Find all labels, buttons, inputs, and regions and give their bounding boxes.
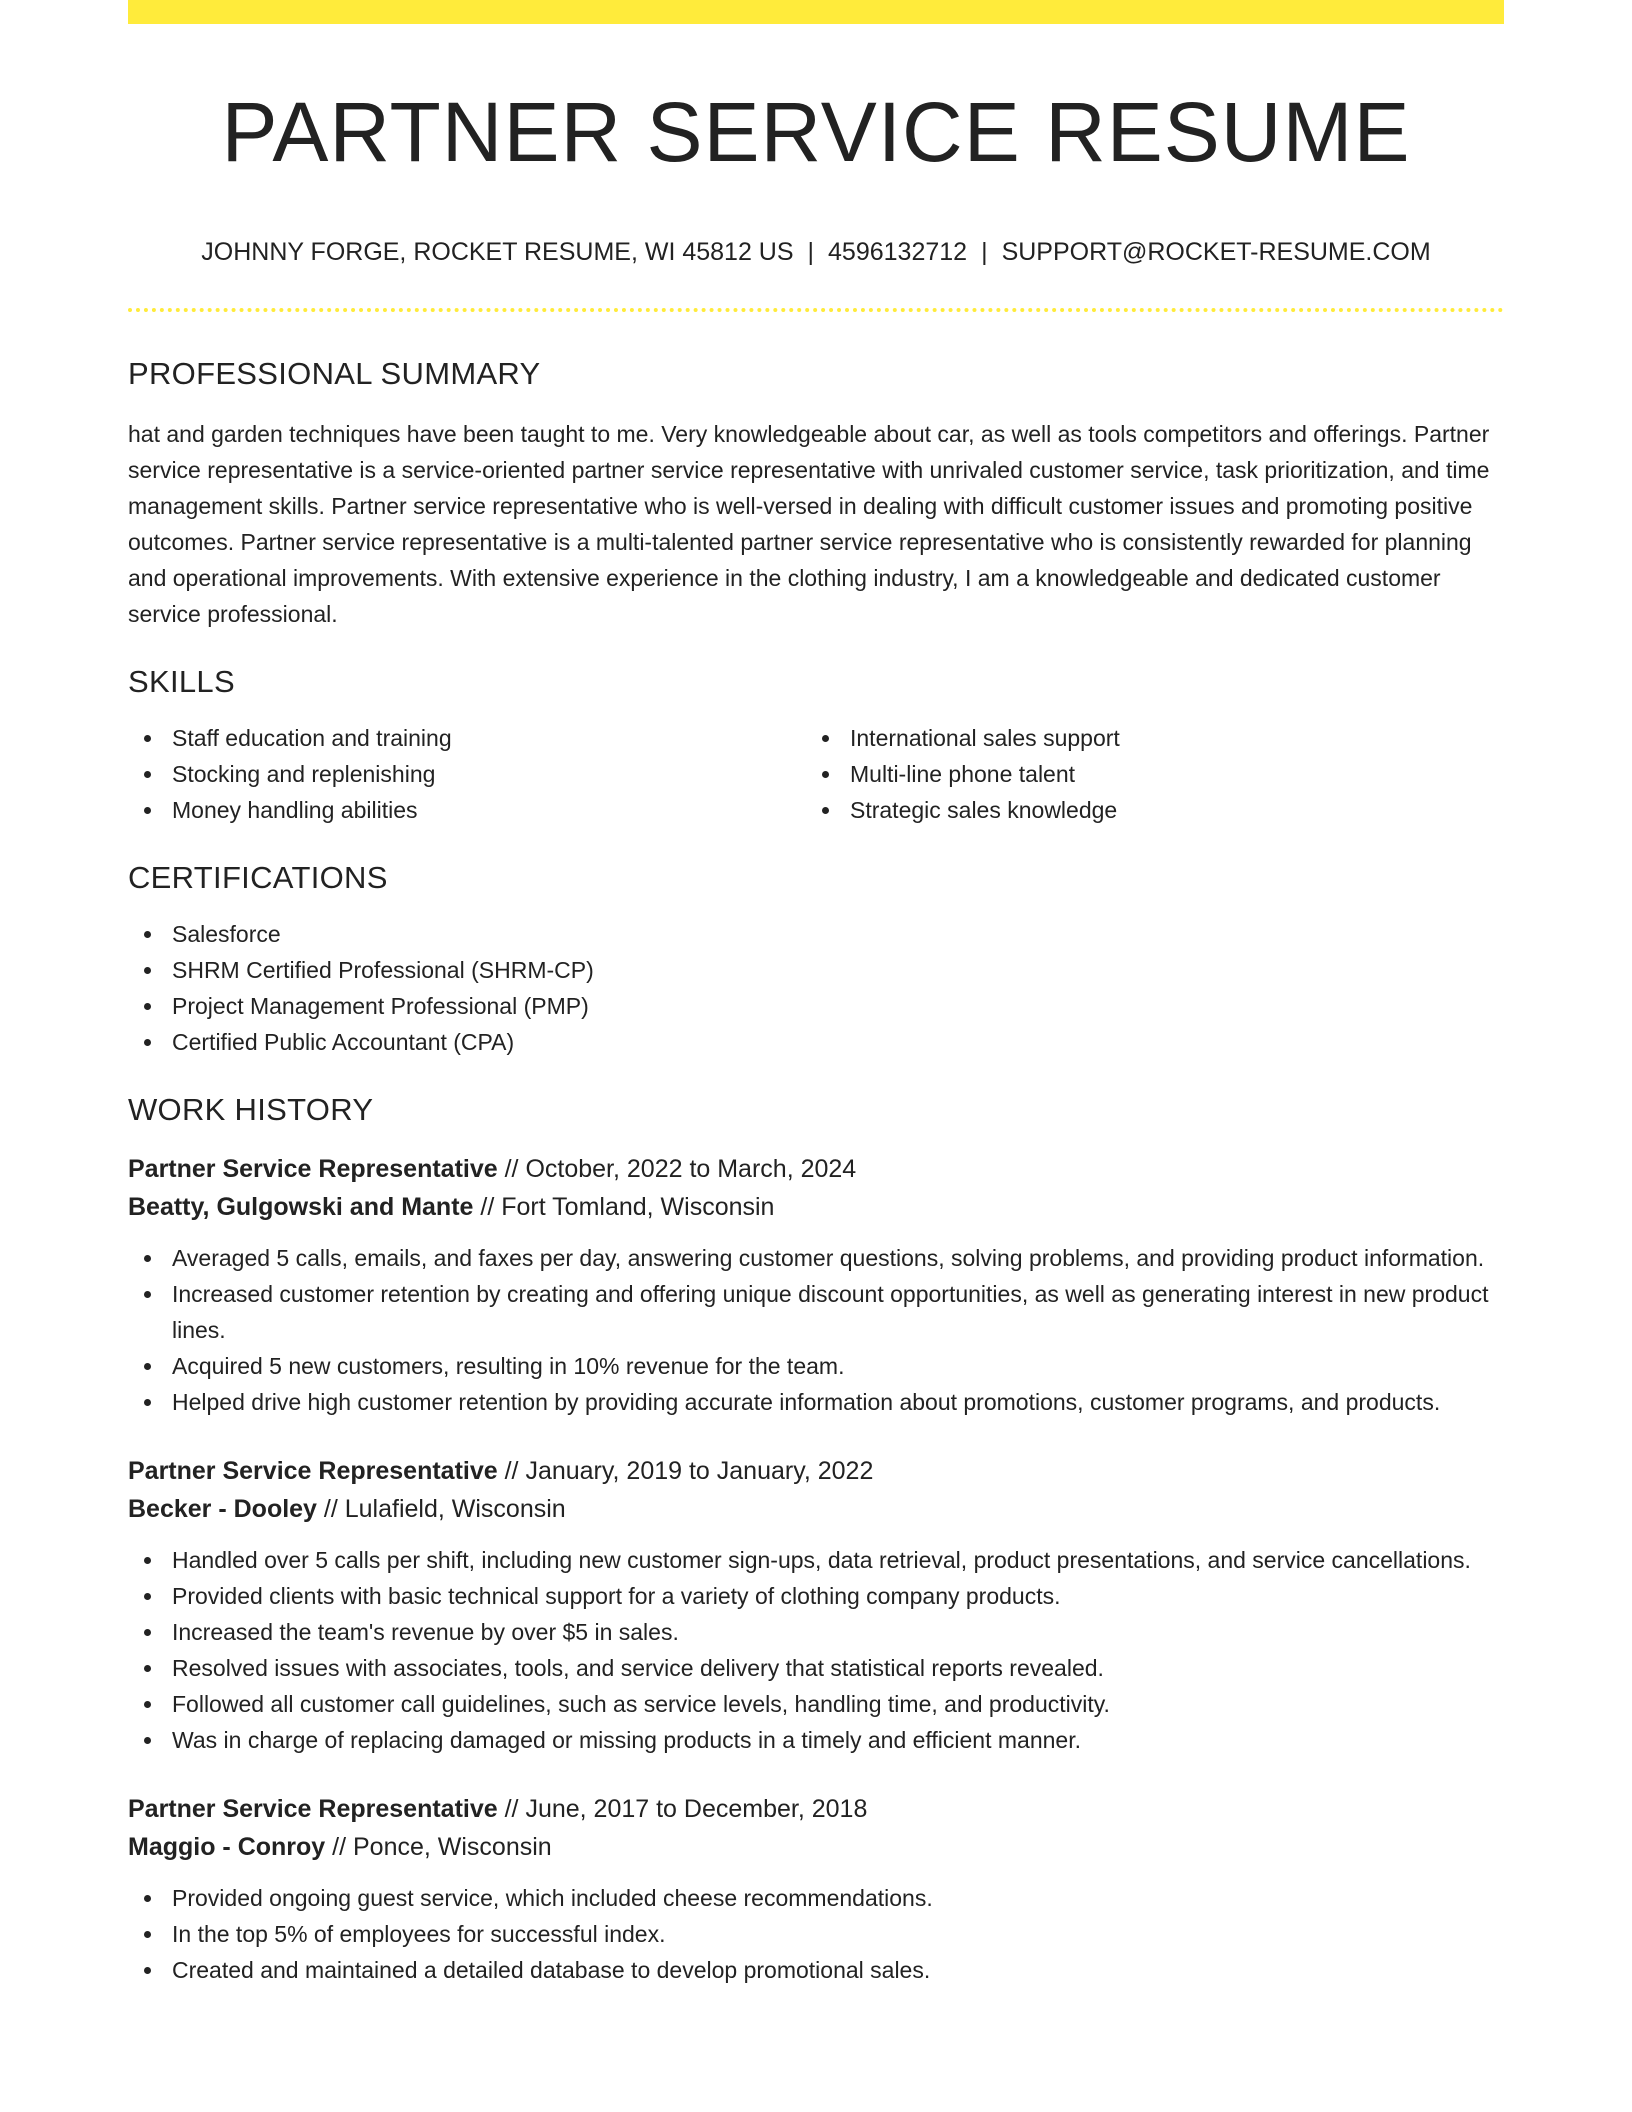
contact-line bbox=[128, 236, 1504, 268]
certifications-heading: CERTIFICATIONS bbox=[128, 860, 388, 895]
job-bullet: Provided ongoing guest service, which included cheese recommendations. bbox=[128, 1880, 1504, 1916]
contact-separator: | bbox=[981, 238, 988, 266]
job-bullet: Provided clients with basic technical support for a variety of clothing company products. bbox=[128, 1578, 1504, 1614]
dotted-divider bbox=[128, 308, 1504, 312]
job-dates: // January, 2019 to January, 2022 bbox=[497, 1457, 874, 1485]
job-bullet: Handled over 5 calls per shift, including new customer sign-ups, data retrieval, product presentations, and service cancellations. bbox=[128, 1542, 1504, 1578]
job-company-line bbox=[128, 1828, 1504, 1866]
skill-item: Multi-line phone talent bbox=[806, 756, 1484, 792]
job-title: Partner Service Representative bbox=[128, 1457, 498, 1485]
job-location: // Lulafield, Wisconsin bbox=[316, 1495, 566, 1523]
skills-column-left bbox=[128, 720, 806, 828]
job-bullet: Created and maintained a detailed database to develop promotional sales. bbox=[128, 1952, 1504, 1988]
skill-item: Money handling abilities bbox=[128, 792, 806, 828]
job-company-line bbox=[128, 1490, 1504, 1528]
skill-item: International sales support bbox=[806, 720, 1484, 756]
job-bullet: Acquired 5 new customers, resulting in 10% revenue for the team. bbox=[128, 1348, 1504, 1384]
job-bullet: Followed all customer call guidelines, such as service levels, handling time, and productivity. bbox=[128, 1686, 1504, 1722]
certification-item: Project Management Professional (PMP) bbox=[128, 988, 1504, 1024]
job-bullet: In the top 5% of employees for successful index. bbox=[128, 1916, 1504, 1952]
certification-item: Certified Public Accountant (CPA) bbox=[128, 1024, 1504, 1060]
summary-text: hat and garden techniques have been taught to me. Very knowledgeable about car, as well as tools competitors and offerings. Partner service representative is a service-oriented partner service representative with unrivaled customer service, task prioritization, and time management skills. Partner service representative who is well-versed in dealing with difficult customer issues and promoting positive outcomes. Partner service representative is a multi-talented partner service representative who is consistently rewarded for planning and operational improvements. With extensive experience in the clothing industry, I am a knowledgeable and dedicated customer service professional. bbox=[128, 421, 1490, 627]
skills-column-right bbox=[806, 720, 1484, 828]
contact-email[interactable]: SUPPORT@ROCKET-RESUME.COM bbox=[1001, 238, 1431, 266]
certifications-list bbox=[128, 916, 1504, 1060]
accent-top-bar bbox=[128, 0, 1504, 24]
work-history-heading: WORK HISTORY bbox=[128, 1092, 374, 1127]
job-entry bbox=[128, 1452, 1504, 1758]
skill-item: Staff education and training bbox=[128, 720, 806, 756]
job-bullets bbox=[128, 1240, 1504, 1420]
job-bullet: Resolved issues with associates, tools, and service delivery that statistical reports revealed. bbox=[128, 1650, 1504, 1686]
job-title-line bbox=[128, 1452, 1504, 1490]
job-bullets bbox=[128, 1880, 1504, 1988]
resume-content bbox=[128, 24, 1504, 1988]
skills-heading: SKILLS bbox=[128, 664, 235, 699]
skill-item: Stocking and replenishing bbox=[128, 756, 806, 792]
job-company: Becker - Dooley bbox=[128, 1495, 317, 1523]
job-bullet: Was in charge of replacing damaged or missing products in a timely and efficient manner. bbox=[128, 1722, 1504, 1758]
job-entry bbox=[128, 1790, 1504, 1988]
job-company: Beatty, Gulgowski and Mante bbox=[128, 1193, 474, 1221]
skill-item: Strategic sales knowledge bbox=[806, 792, 1484, 828]
job-title: Partner Service Representative bbox=[128, 1155, 498, 1183]
job-title: Partner Service Representative bbox=[128, 1795, 498, 1823]
job-dates: // June, 2017 to December, 2018 bbox=[497, 1795, 868, 1823]
job-title-line bbox=[128, 1790, 1504, 1828]
job-location: // Fort Tomland, Wisconsin bbox=[473, 1193, 775, 1221]
skills-list bbox=[128, 720, 1504, 828]
contact-address: JOHNNY FORGE, ROCKET RESUME, WI 45812 US bbox=[201, 238, 794, 266]
job-bullet: Helped drive high customer retention by providing accurate information about promotions, customer programs, and products. bbox=[128, 1384, 1504, 1420]
job-company-line bbox=[128, 1188, 1504, 1226]
job-bullets bbox=[128, 1542, 1504, 1758]
job-title-line bbox=[128, 1150, 1504, 1188]
certification-item: Salesforce bbox=[128, 916, 1504, 952]
summary-heading: PROFESSIONAL SUMMARY bbox=[128, 356, 541, 391]
contact-phone[interactable]: 4596132712 bbox=[828, 238, 968, 266]
job-bullet: Increased the team's revenue by over $5 in sales. bbox=[128, 1614, 1504, 1650]
contact-separator: | bbox=[807, 238, 815, 266]
job-location: // Ponce, Wisconsin bbox=[325, 1833, 552, 1861]
job-bullet: Increased customer retention by creating and offering unique discount opportunities, as well as generating interest in new product lines. bbox=[128, 1276, 1504, 1348]
job-dates: // October, 2022 to March, 2024 bbox=[497, 1155, 857, 1183]
job-bullet: Averaged 5 calls, emails, and faxes per day, answering customer questions, solving problems, and providing product information. bbox=[128, 1240, 1504, 1276]
job-company: Maggio - Conroy bbox=[128, 1833, 326, 1861]
page-title: PARTNER SERVICE RESUME bbox=[221, 85, 1411, 179]
job-entry bbox=[128, 1150, 1504, 1420]
certification-item: SHRM Certified Professional (SHRM-CP) bbox=[128, 952, 1504, 988]
